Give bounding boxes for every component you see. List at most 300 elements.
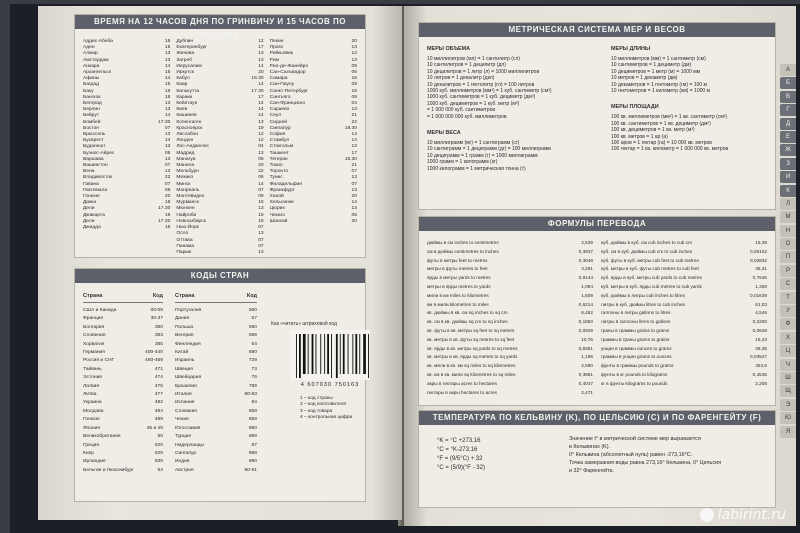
alphabet-tab[interactable]: Г — [780, 104, 796, 116]
formula-row — [427, 283, 593, 292]
city-time: 17 — [258, 94, 264, 100]
country-code-row — [83, 324, 163, 332]
formula-factor: 0,0929 — [578, 327, 593, 333]
timezone-column — [176, 39, 263, 256]
city-name: Амстердам — [83, 57, 109, 63]
city-time: 13 — [258, 57, 264, 63]
country-code: 789 — [248, 383, 257, 389]
city-name: Лиссабон — [176, 132, 199, 138]
alphabet-tab[interactable]: Б — [780, 77, 796, 89]
city-name: Рио-де-Жанейро — [269, 63, 309, 69]
metric-line: = 1 000 000 000 куб. миллиметров — [427, 113, 507, 120]
formula-row — [427, 239, 593, 248]
city-name: Каир — [176, 82, 188, 88]
city-name: Сан-Паулу — [269, 82, 295, 88]
country-code: 869 — [248, 434, 257, 440]
country-code-row — [83, 357, 163, 365]
country-code: 76 — [251, 375, 257, 381]
barcode-legend — [300, 396, 380, 422]
country-code-row — [83, 332, 163, 340]
city-time: 14 — [258, 181, 264, 187]
city-time: 19 — [258, 125, 264, 131]
country-code: 80-83 — [244, 392, 257, 398]
barcode-image — [290, 330, 370, 380]
formula-row — [601, 239, 767, 248]
city-name: Афины — [83, 76, 100, 82]
city-time: 20 — [258, 163, 264, 169]
city-name: Калькутта — [176, 88, 200, 94]
city-name: Сеул — [269, 113, 282, 119]
metric-line: 10 дециграмм = 1 грамм (г) = 1000 миллиграмм — [427, 152, 538, 159]
city-name: Токио — [269, 163, 283, 169]
country-name: Россия и СНГ — [83, 358, 115, 364]
formula-row — [601, 283, 767, 292]
city-name: Архангельск — [83, 70, 111, 76]
city-time: 09 — [351, 63, 357, 69]
city-name: Оттава — [176, 237, 193, 243]
city-time: 16.30 — [251, 76, 264, 82]
metric-line: 1000 куб. дециметров = 1 куб. метр (м³) — [427, 100, 520, 107]
formula-conversion: футы в метры feet to metres — [427, 257, 488, 263]
barcode-legend-item: 4 – контрольная цифра — [300, 415, 353, 421]
city-name: Бостон — [83, 125, 99, 131]
country-code-row — [175, 425, 257, 433]
country-code-row — [83, 349, 163, 357]
barcode-caption: Как «читать» штриховой код — [271, 321, 337, 327]
city-name: Гватемала — [83, 187, 108, 193]
country-name: Китай — [175, 350, 189, 356]
city-time: 17.30 — [158, 206, 171, 212]
formula-factor: 0,06102 — [750, 248, 767, 254]
metric-line: 10 сантилитров = 1 децилитр (дл) — [427, 62, 506, 69]
barcode-bar — [303, 334, 306, 374]
country-name: Эстония — [83, 375, 102, 381]
country-name: Финляндия — [175, 341, 201, 347]
formula-factor: 4,546 — [755, 310, 767, 316]
formula-conversion: унции в граммы ounces to grams — [601, 345, 672, 351]
city-time: 07 — [258, 237, 264, 243]
country-code-row — [175, 366, 257, 374]
formula-factor: 0,01639 — [750, 292, 767, 298]
barcode-bar — [312, 334, 314, 374]
alphabet-tab[interactable]: Ч — [780, 359, 796, 371]
city-time: 06 — [164, 187, 171, 193]
country-name: Швеция — [175, 366, 193, 372]
formula-conversion: куб. футы в куб. метры cub feet to cub metres — [601, 257, 699, 263]
formula-conversion: куб. дюймы в литры cub inches to litres — [601, 292, 685, 298]
alphabet-tab[interactable]: А — [780, 64, 796, 76]
country-name: Чехия — [175, 417, 189, 423]
formula-conversion: кг в фунты kilograms to pounds — [601, 380, 668, 386]
country-name: Гонконг — [83, 417, 101, 423]
metric-line: 1000 куб. сантиметров = 1 куб. дециметр (дм³) — [427, 94, 536, 101]
alphabet-tab[interactable]: Щ — [780, 385, 796, 397]
country-name: Португалия — [175, 308, 202, 313]
city-name: Алжир — [83, 51, 98, 57]
alphabet-tab[interactable]: Ф — [780, 318, 796, 330]
country-code: 64 — [251, 341, 257, 347]
formula-conversion: фунты в граммы pounds to grams — [601, 363, 674, 369]
country-code: 57 — [251, 316, 257, 322]
country-name: США и Канада — [83, 308, 117, 313]
formula-factor: 0,3937 — [578, 248, 593, 254]
formula-row — [601, 353, 767, 362]
area-title: МЕРЫ ПЛОЩАДИ — [611, 104, 659, 111]
alphabet-tab[interactable]: Т — [780, 292, 796, 304]
city-time: 14 — [164, 138, 171, 144]
formula-factor: 2,590 — [581, 363, 593, 369]
city-name: Мюнхен — [176, 206, 195, 212]
formula-row — [601, 248, 767, 257]
timezones-title: ВРЕМЯ НА 12 ЧАСОВ ДНЯ ПО ГРИНВИЧУ И 15 ЧАСОВ ПО МОСКВЕ — [75, 15, 365, 29]
city-name: Сидней — [269, 119, 287, 125]
city-time: 18 — [164, 200, 171, 206]
header-country: Страна — [175, 293, 195, 299]
alphabet-tab[interactable]: Ш — [780, 372, 796, 384]
alphabet-tab[interactable]: З — [780, 158, 796, 170]
city-name: Найроби — [176, 212, 197, 218]
city-name: Прага — [269, 45, 284, 51]
formula-conversion: кв. футы в кв. метры sq feet to sq metres — [427, 327, 515, 333]
city-time: 13 — [258, 206, 264, 212]
formula-row — [427, 318, 593, 327]
city-time: 06 — [351, 212, 357, 218]
header-code: Код — [246, 293, 257, 299]
city-name: Санкт-Петербург — [269, 88, 309, 94]
country-code: 460-469 — [145, 358, 163, 364]
timezone-row — [270, 219, 357, 225]
city-time: 20 — [351, 194, 357, 200]
city-time: 13 — [164, 57, 171, 63]
city-time: 13 — [351, 45, 357, 51]
temperature-formula: °F = (9/5°C) + 32 — [437, 456, 483, 462]
city-name: Цюрих — [269, 206, 285, 212]
country-code: 860 — [248, 425, 257, 431]
metric-line: 10 миллиметров (мм) = 1 сантиметр (см) — [611, 56, 706, 62]
timezones-columns — [83, 39, 357, 256]
codes-right-table — [175, 293, 257, 475]
city-name: Берлин — [83, 107, 100, 113]
formula-factor: 0,2200 — [752, 319, 767, 325]
city-name: Сараево — [269, 107, 290, 113]
country-name: Великобритания — [83, 434, 121, 440]
city-name: Манагуа — [176, 156, 196, 162]
barcode-bar — [336, 334, 338, 378]
country-name: Швейцария — [175, 375, 202, 381]
timezones-panel — [74, 14, 366, 258]
city-name: Загреб — [176, 57, 192, 63]
formula-row — [601, 265, 767, 274]
city-time: 09 — [258, 194, 264, 200]
country-code-row — [175, 458, 257, 466]
city-time: 20 — [258, 70, 264, 76]
length-title: МЕРЫ ДЛИНЫ — [611, 46, 651, 52]
city-name: София — [269, 132, 286, 138]
country-code-row — [83, 408, 163, 416]
alphabet-tab[interactable]: С — [780, 278, 796, 290]
country-name: Индия — [175, 459, 190, 465]
city-time: 07 — [164, 181, 171, 187]
city-time: 12 — [258, 138, 264, 144]
country-codes-title: КОДЫ СТРАН — [75, 269, 365, 283]
alphabet-tab[interactable]: Ю — [780, 412, 796, 424]
country-code: 30-37 — [150, 316, 163, 322]
alphabet-tab[interactable]: У — [780, 305, 796, 317]
barcode-legend-item: 2 – код изготовителя — [300, 402, 347, 408]
country-code-row — [175, 341, 257, 349]
barcode-bar — [308, 334, 309, 374]
country-name: Дания — [175, 316, 190, 322]
city-name: Дакка — [83, 200, 97, 206]
country-name: Венгрия — [175, 333, 194, 339]
city-time: 15 — [164, 82, 171, 88]
country-code: 385 — [154, 341, 163, 347]
barcode-bar — [327, 334, 329, 374]
formula-factor: 453,6 — [755, 363, 767, 369]
city-time: 16 — [164, 88, 171, 94]
city-time: 21 — [351, 163, 357, 169]
country-name: Словакия — [175, 408, 197, 414]
barcode-bar — [296, 334, 297, 378]
formula-conversion: кв. метры в кв. ярды sq metres to sq yards — [427, 354, 518, 360]
country-name: Япония — [83, 425, 100, 431]
timezone-column — [270, 39, 357, 256]
alphabet-tab[interactable]: К — [780, 185, 796, 197]
city-time: 06 — [351, 70, 357, 76]
metric-line: 10 декаметров = 1 гектометр (гм) = 100 м — [611, 81, 707, 88]
temperature-formulas — [437, 437, 567, 473]
city-name: Сантьяго — [269, 94, 291, 100]
city-name: Караки — [176, 94, 193, 100]
metric-line: 10 дециметров = 1 метр (м) = 1000 мм — [611, 68, 701, 75]
city-time: 06 — [258, 156, 264, 162]
city-name: Хельсинки — [269, 200, 294, 206]
alphabet-tab[interactable]: Н — [780, 225, 796, 237]
alphabet-tab[interactable]: П — [780, 251, 796, 263]
city-time: 18 — [258, 218, 264, 224]
alphabet-tab[interactable]: Ж — [780, 144, 796, 156]
formula-factor: 0,7646 — [752, 275, 767, 281]
formula-row — [427, 274, 593, 283]
country-code-row — [83, 341, 163, 349]
formula-factor: 0,6214 — [578, 301, 593, 307]
city-time: 14 — [164, 63, 171, 69]
city-name: Джакарта — [83, 212, 105, 218]
city-name: Белград — [83, 101, 102, 107]
formula-conversion: кв. метры в кв. футы sq metres to sq feet — [427, 336, 515, 342]
country-code-row — [175, 332, 257, 340]
formula-row — [427, 389, 593, 398]
alphabet-tab[interactable]: Х — [780, 332, 796, 344]
barcode-legend-item: 3 – код товара — [300, 408, 333, 414]
country-name: Израиль — [175, 358, 195, 364]
country-code: 858 — [248, 408, 257, 414]
city-time: 15.30 — [344, 156, 357, 162]
city-name: Копенгаген — [176, 119, 202, 125]
city-name: Мадрид — [176, 150, 195, 156]
country-code: 539 — [154, 459, 163, 465]
barcode-bar — [316, 334, 317, 374]
formula-conversion: метры в футы metres to feet — [427, 266, 488, 272]
city-time: 17 — [258, 45, 264, 51]
city-time: 13 — [351, 175, 357, 181]
city-name: Монреаль — [176, 187, 200, 193]
alphabet-tab[interactable]: Я — [780, 426, 796, 438]
formula-row — [601, 336, 767, 345]
alphabet-tab[interactable]: Д — [780, 118, 796, 130]
formula-conversion: литры в галлоны litres to gallons — [601, 319, 671, 325]
metric-line: 100 кв. дециметров = 1 кв. метр (м²) — [611, 127, 695, 134]
city-name: Дели — [83, 218, 95, 224]
city-time: 15 — [164, 70, 171, 76]
formula-row — [427, 248, 593, 257]
city-time: 08 — [351, 94, 357, 100]
city-time: 14 — [164, 113, 171, 119]
formula-factor: 10,76 — [581, 336, 593, 342]
country-name: Турция — [175, 434, 192, 440]
city-name: Бухарест — [83, 138, 104, 144]
formula-row — [601, 274, 767, 283]
formula-row — [601, 257, 767, 266]
city-time: 09 — [351, 82, 357, 88]
city-name: Мурманск — [176, 200, 199, 206]
city-time: 07 — [351, 181, 357, 187]
formula-row — [427, 301, 593, 310]
formula-row — [427, 265, 593, 274]
city-time: 13 — [351, 57, 357, 63]
alphabet-tab[interactable]: Э — [780, 399, 796, 411]
temperature-note: 0° Кельвина (абсолютный нуль) равен -273,16°C. — [569, 452, 693, 458]
country-code: 73 — [251, 366, 257, 372]
formula-row — [427, 292, 593, 301]
formula-conversion: граны в граммы grains to grams — [601, 327, 670, 333]
formula-factor: 0,8361 — [578, 345, 593, 351]
country-code-row — [175, 374, 257, 382]
barcode-digits: 4 607030 750163 — [300, 382, 360, 388]
barcode-bar — [340, 334, 341, 374]
alphabet-tab[interactable]: Ц — [780, 345, 796, 357]
weight-title: МЕРЫ ВЕСА — [427, 130, 461, 137]
city-time: 13 — [164, 144, 171, 150]
city-name: Аддис-Абеба — [83, 39, 113, 44]
city-time: 15 — [164, 45, 171, 51]
city-time: 13 — [351, 144, 357, 150]
formula-factor: 2,539 — [581, 240, 593, 245]
formula-conversion: куб. ярды в куб. метры cub yards to cub metres — [601, 275, 702, 281]
city-name: Баку — [83, 88, 94, 94]
city-name: Стокгольм — [269, 144, 294, 150]
alphabet-tab[interactable]: Е — [780, 131, 796, 143]
country-name: Испания — [175, 400, 195, 406]
temperature-note: и 32° Фаренгейта. — [569, 468, 614, 474]
formula-conversion: фунты в кг pounds to kilograms — [601, 371, 668, 377]
country-code-row — [83, 315, 163, 323]
alphabet-tab[interactable]: М — [780, 211, 796, 223]
alphabet-tab[interactable]: В — [780, 91, 796, 103]
city-name: Рим — [269, 57, 280, 63]
formula-factor: 0,0648 — [752, 327, 767, 333]
barcode-bar — [348, 334, 349, 374]
city-name: Нью-Йорк — [176, 225, 199, 231]
city-name: Пекин — [269, 39, 284, 44]
country-code: 888 — [248, 450, 257, 456]
country-code-row — [83, 458, 163, 466]
formula-conversion: см в дюймы centimetres to inches — [427, 248, 499, 254]
city-name: Франкфурт — [269, 187, 295, 193]
country-code-row — [83, 425, 163, 433]
country-code-row — [175, 467, 257, 475]
metric-line: 100 кв. сантиметров = 1 кв. дециметр (дм²) — [611, 120, 711, 127]
metric-line: 1000 килограмм = 1 метрическая тонна (т) — [427, 165, 526, 172]
header-code: Код — [152, 293, 163, 299]
alphabet-tab[interactable]: Л — [780, 198, 796, 210]
country-code: 599 — [248, 333, 257, 339]
metric-line: 10 миллиграмм (мг) = 1 сантиграмм (сг) — [427, 140, 520, 147]
formulas-title: ФОРМУЛЫ ПЕРЕВОДА — [419, 217, 775, 231]
country-name: Хорватия — [83, 341, 105, 347]
formula-conversion: куб. метры в куб. футы cub metres to cub feet — [601, 266, 699, 272]
alphabet-tab[interactable]: О — [780, 238, 796, 250]
metric-line: 10 декалитров = 1 гектолитр (гл) = 100 литров — [427, 81, 535, 88]
header-country: Страна — [83, 293, 103, 299]
city-name: Тегеран — [269, 156, 288, 162]
country-name: Болгария — [83, 324, 105, 330]
city-name: Лос-Анджелес — [176, 144, 209, 150]
city-time: 14 — [351, 138, 357, 144]
country-code-row — [83, 442, 163, 450]
codes-right-header — [175, 293, 257, 303]
city-name: Бангкок — [83, 94, 101, 100]
formula-row — [601, 301, 767, 310]
metric-line: 100 гектар = 1 кв. километр = 1 000 000 кв. метров — [611, 146, 729, 153]
country-code-row — [175, 416, 257, 424]
timezone-column — [83, 39, 170, 256]
country-name: Ирландия — [83, 459, 106, 465]
country-code-row — [83, 366, 163, 374]
formulas-right — [601, 239, 767, 389]
barcode-legend-item: 1 – код страны — [300, 396, 333, 401]
city-time: 15 — [351, 88, 357, 94]
metric-line: 10 гектометров = 1 километр (км) = 1000 м — [611, 88, 710, 95]
formula-row — [427, 257, 593, 266]
country-name: Польша — [175, 324, 194, 330]
formula-conversion: куб. см в куб. дюймы cub cm to cub inches — [601, 248, 693, 254]
country-code: 484 — [154, 408, 163, 414]
timezone-row — [176, 250, 263, 256]
city-time: 13 — [258, 119, 264, 125]
formula-factor: 0,3861 — [578, 371, 593, 377]
country-code: 45 и 49 — [146, 425, 163, 431]
city-time: 15 — [164, 39, 171, 44]
volume-section — [427, 43, 605, 172]
country-code: 54 — [157, 467, 163, 473]
watermark — [700, 507, 786, 523]
city-name: Анкара — [83, 63, 100, 69]
metric-line: 10 сантиграмм = 1 дециграмм (дг) = 100 миллиграмм — [427, 146, 551, 153]
city-time: 14 — [258, 101, 264, 107]
formula-conversion: акры в гектары acres to hectares — [427, 380, 497, 386]
formula-conversion: мили в км miles to kilometres — [427, 292, 489, 298]
country-code-row — [175, 383, 257, 391]
alphabet-tab[interactable]: Р — [780, 265, 796, 277]
country-code: 590 — [248, 324, 257, 330]
formula-row — [427, 345, 593, 354]
country-name: Италия — [175, 392, 192, 398]
city-name: Мехико — [176, 175, 194, 181]
city-time: 13 — [351, 107, 357, 113]
temperature-note: Значение t° в метрической системе мер выражается — [569, 436, 701, 442]
alphabet-tab[interactable]: И — [780, 171, 796, 183]
